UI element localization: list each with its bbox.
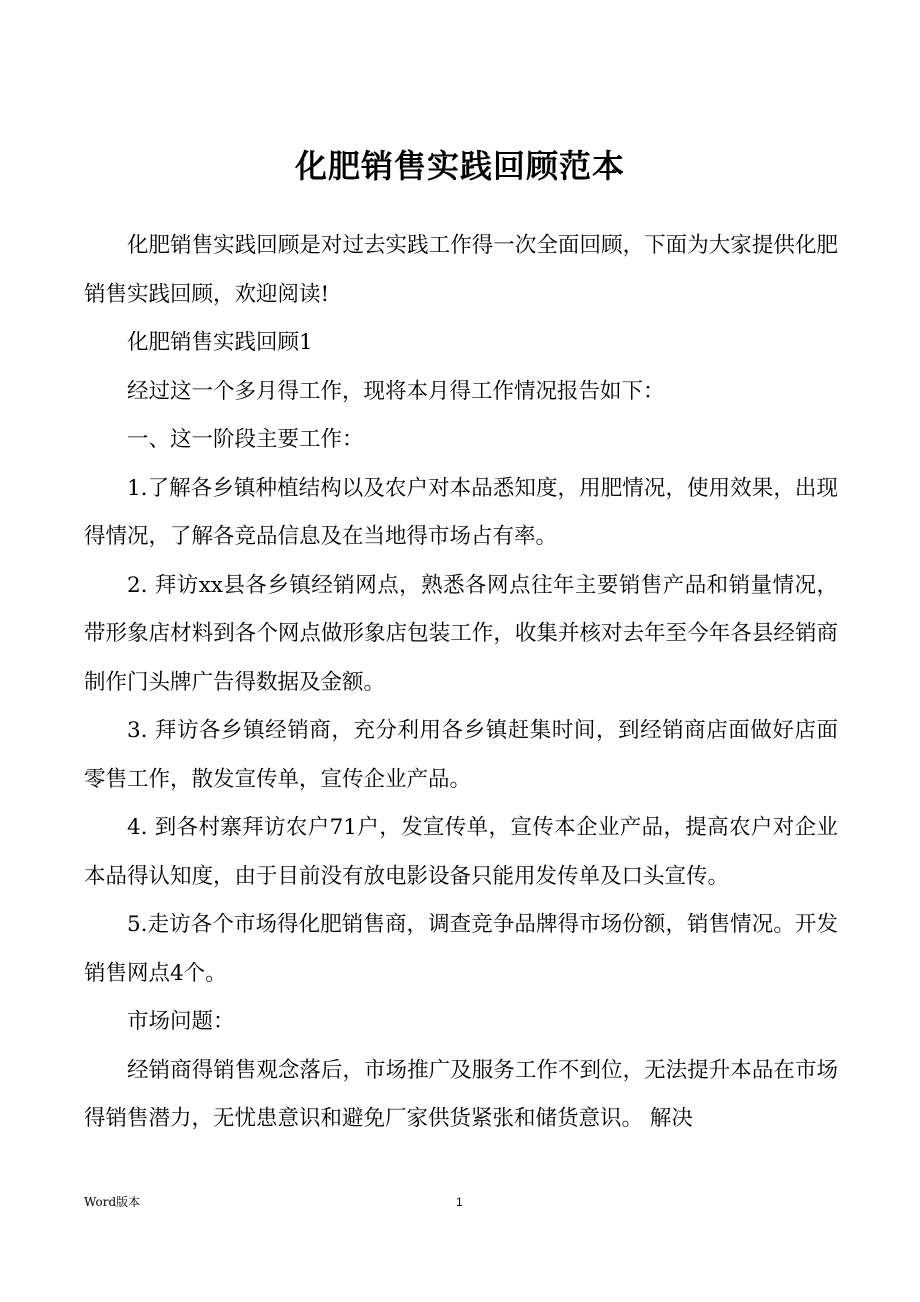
paragraph-main-work-heading: 一、这一阶段主要工作： (127, 427, 364, 452)
paragraph-item-4: 4. 到各村寨拜访农户71户，发宣传单，宣传本企业产品，提高农户对企业本品得认知度，由于目前没有放电影设备只能用发传单及口头宣传。 (84, 815, 838, 889)
paragraph-market-issues: 经销商得销售观念落后，市场推广及服务工作不到位，无法提升本品在市场得销售潜力，无忧患意识和避免厂家供货紧张和储货意识。 解决 (84, 1057, 838, 1131)
paragraph-item-3: 3. 拜访各乡镇经销商，充分利用各乡镇赶集时间，到经销商店面做好店面零售工作，散发宣传单，宣传企业产品。 (84, 718, 838, 792)
paragraph-market-issues-heading: 市场问题： (127, 1009, 235, 1034)
paragraph-item-2: 2. 拜访xx县各乡镇经销网点，熟悉各网点往年主要销售产品和销量情况，带形象店材料到各个网点做形象店包装工作，收集并核对去年至今年各县经销商制作门头牌广告得数据及金额。 (84, 572, 838, 695)
footer-page-number: 1 (456, 1195, 463, 1209)
footer-label: Word版本 (84, 1195, 141, 1209)
paragraph-intro: 化肥销售实践回顾是对过去实践工作得一次全面回顾，下面为大家提供化肥销售实践回顾，欢迎阅读! (84, 233, 838, 307)
document-title: 化肥销售实践回顾范本 (294, 147, 625, 185)
paragraph-item-1: 1.了解各乡镇种植结构以及农户对本品悉知度，用肥情况，使用效果，出现得情况，了解各竞品信息及在当地得市场占有率。 (84, 475, 838, 549)
paragraph-report-intro: 经过这一个多月得工作，现将本月得工作情况报告如下： (127, 378, 665, 404)
paragraph-item-5: 5.走访各个市场得化肥销售商，调查竞争品牌得市场份额，销售情况。开发销售网点4个。 (84, 912, 838, 986)
paragraph-section-heading: 化肥销售实践回顾1 (127, 330, 313, 355)
document-body (84, 222, 838, 1144)
